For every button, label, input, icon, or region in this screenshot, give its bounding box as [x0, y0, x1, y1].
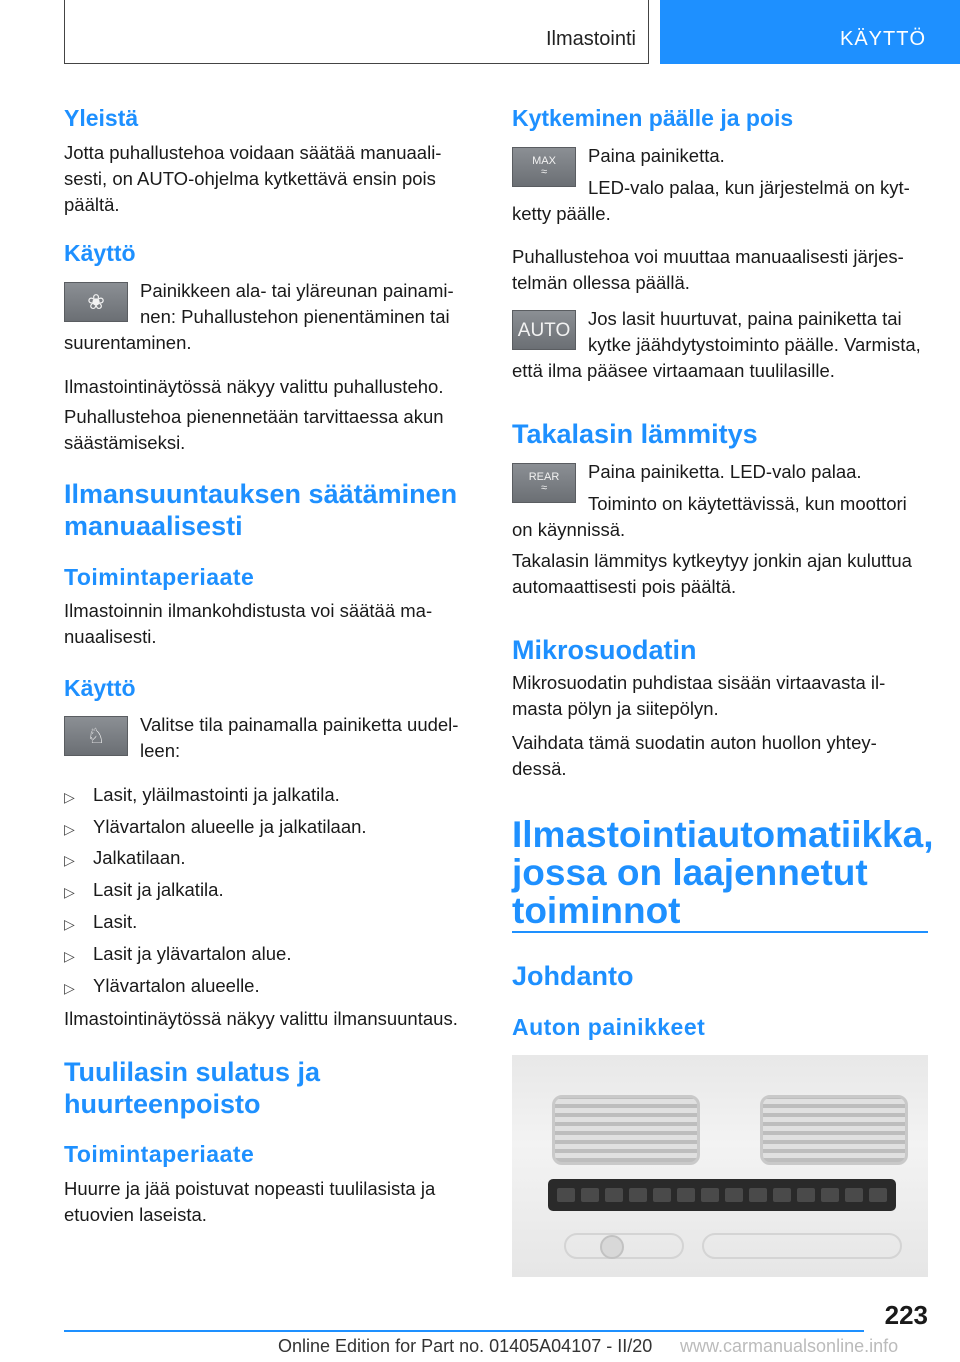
paragraph: Jotta puhallustehoa voidaan säätää manuaali- sesti, on AUTO-ohjelma kytkettävä ensin pois päältä.: [64, 142, 442, 215]
triangle-bullet-icon: ▷: [64, 884, 75, 900]
paragraph: Vaihdata tämä suodatin auton huollon yhtey- dessä.: [512, 732, 877, 779]
footer-rule: [64, 1330, 864, 1332]
heading-auton-painikkeet: Auton painikkeet: [512, 1014, 706, 1040]
heading-mikrosuodatin: Mikrosuodatin: [512, 635, 697, 665]
paragraph: Valitse tila painamalla painiketta uudel- leen:: [140, 714, 459, 761]
paragraph: Ilmastoinnin ilmankohdistusta voi säätää ma- nuaalisesti.: [64, 600, 433, 647]
triangle-bullet-icon: ▷: [64, 821, 75, 837]
heading-ilmastointiautomatiikka: Ilmastointiautomatiikka, jossa on laajennetut toiminnot: [512, 814, 934, 931]
airflow-button-icon: [64, 716, 128, 756]
paragraph: Takalasin lämmitys kytkeytyy jonkin ajan kuluttua automaattisesti pois päältä.: [512, 550, 912, 597]
paragraph: Toiminto on käytettävissä, kun moottori: [588, 493, 907, 514]
header-box: [64, 0, 649, 64]
rear-defrost-icon: REAR ≈: [528, 471, 560, 494]
climate-control-panel: [548, 1179, 896, 1211]
car-buttons-photo: [512, 1055, 928, 1277]
trim-slot: [564, 1233, 684, 1259]
heading-johdanto: Johdanto: [512, 961, 634, 991]
triangle-bullet-icon: ▷: [64, 980, 75, 996]
trim-slot: [702, 1233, 902, 1259]
paragraph: Painikkeen ala- tai yläreunan painami- nen: Puhallustehon pienentäminen tai: [140, 280, 454, 327]
heading-kytkeminen: Kytkeminen päälle ja pois: [512, 105, 794, 131]
auto-icon: AUTO: [517, 319, 571, 341]
fan-button-icon: [64, 282, 128, 322]
heading-tuulilasi: Tuulilasin sulatus ja huurteenpoisto: [64, 1057, 321, 1119]
chapter-tab: [660, 0, 960, 64]
air-vent-left: [552, 1095, 700, 1165]
heading-yleista: Yleistä: [64, 105, 139, 131]
heading-kaytto-2: Käyttö: [64, 675, 136, 701]
paragraph: Ilmastointinäytössä näkyy valittu ilmansuuntaus.: [64, 1008, 458, 1029]
watermark: www.carmanualsonline.info: [680, 1336, 899, 1356]
triangle-bullet-icon: ▷: [64, 852, 75, 868]
air-vent-right: [760, 1095, 908, 1165]
heading-kaytto: Käyttö: [64, 240, 136, 266]
volume-knob: [600, 1235, 624, 1259]
page-number: 223: [884, 1300, 928, 1330]
paragraph: Ilmastointinäytössä näkyy valittu puhallusteho.: [64, 376, 444, 397]
rear-defrost-button-icon: [512, 463, 576, 503]
paragraph: Paina painiketta. LED-valo palaa.: [588, 461, 862, 482]
paragraph: suurentaminen.: [64, 332, 192, 353]
max-defrost-button-icon: [512, 147, 576, 187]
heading-toimintaperiaate-2: Toimintaperiaate: [64, 1141, 255, 1167]
chapter-tab-label: KÄYTTÖ: [839, 28, 926, 50]
auto-button-icon: [512, 310, 576, 350]
paragraph: ketty päälle.: [512, 203, 611, 224]
paragraph: Mikrosuodatin puhdistaa sisään virtaavasta il- masta pölyn ja siitepölyn.: [512, 672, 886, 719]
section-title: Ilmastointi: [545, 28, 636, 50]
paragraph: LED-valo palaa, kun järjestelmä on kyt-: [588, 177, 910, 198]
paragraph: Jos lasit huurtuvat, paina painiketta tai kytke jäähdytystoiminto päälle. Varmista,: [588, 308, 921, 355]
paragraph: että ilma pääsee virtaamaan tuulilasille.: [512, 360, 835, 381]
airflow-icon: ♘: [86, 724, 106, 748]
triangle-bullet-icon: ▷: [64, 916, 75, 932]
section-rule: [512, 931, 928, 933]
triangle-bullet-icon: ▷: [64, 789, 75, 805]
max-defrost-icon: MAX ≈: [532, 155, 556, 178]
fan-icon: ❀: [87, 290, 105, 314]
footer-edition: Online Edition for Part no. 01405A04107 - II/20: [278, 1336, 653, 1356]
paragraph: on käynnissä.: [512, 519, 626, 540]
paragraph: Paina painiketta.: [588, 145, 725, 166]
heading-takalasi: Takalasin lämmitys: [512, 419, 758, 449]
triangle-bullet-icon: ▷: [64, 948, 75, 964]
heading-ilmansuuntaus: Ilmansuuntauksen säätäminen manuaalisesti: [64, 479, 458, 541]
heading-toimintaperiaate: Toimintaperiaate: [64, 564, 255, 590]
paragraph: Puhallustehoa pienennetään tarvittaessa akun säästämiseksi.: [64, 406, 444, 453]
paragraph: Puhallustehoa voi muuttaa manuaalisesti järjes- telmän ollessa päällä.: [512, 246, 904, 293]
paragraph: Huurre ja jää poistuvat nopeasti tuulilasista ja etuovien laseista.: [64, 1178, 436, 1225]
